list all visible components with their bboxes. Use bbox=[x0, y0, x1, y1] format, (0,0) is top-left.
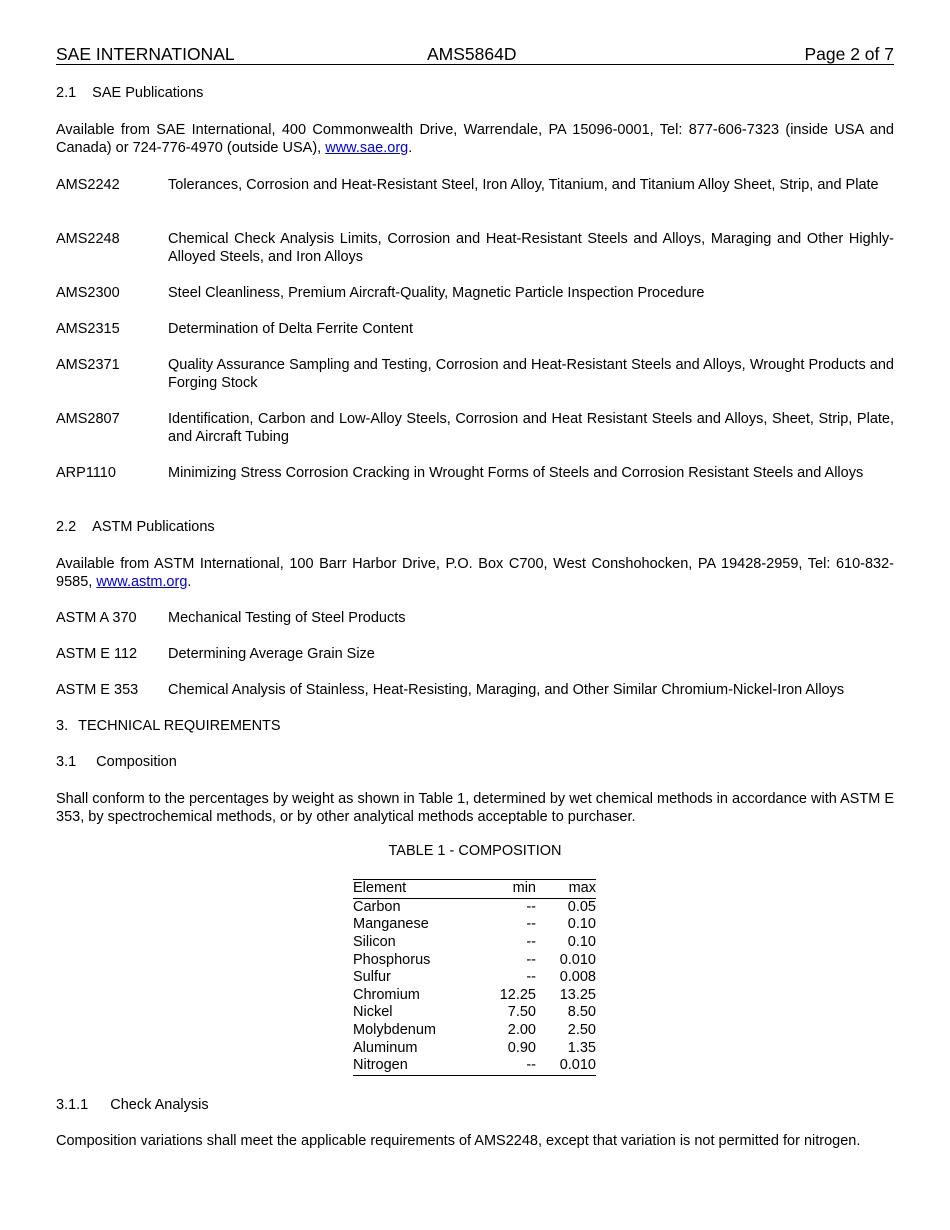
section-title: SAE Publications bbox=[92, 85, 204, 101]
max-cell: 0.10 bbox=[567, 934, 596, 951]
min-cell: -- bbox=[526, 969, 536, 986]
reference-code: AMS2315 bbox=[56, 321, 120, 337]
reference-entry bbox=[56, 645, 894, 663]
element-cell: Carbon bbox=[353, 898, 401, 915]
element-cell: Phosphorus bbox=[353, 951, 431, 968]
reference-title: Tolerances, Corrosion and Heat-Resistant Steel, Iron Alloy, Titanium, and Titanium Alloy Sheet, Strip, and Plate bbox=[168, 177, 879, 193]
element-cell: Nickel bbox=[353, 1004, 393, 1021]
section-number: 3. bbox=[56, 718, 69, 734]
table-row bbox=[353, 1022, 596, 1040]
composition-paragraph: Shall conform to the percentages by weight as shown in Table 1, determined by wet chemical methods in accordance with ASTM E 353, by spectrochemical methods, or by other analytical methods acceptable to purchaser. bbox=[56, 791, 894, 825]
min-cell: -- bbox=[526, 898, 536, 915]
reference-entry bbox=[56, 284, 894, 302]
reference-code: AMS2371 bbox=[56, 357, 120, 373]
table-row bbox=[353, 934, 596, 952]
max-cell: 1.35 bbox=[567, 1039, 596, 1056]
max-cell: 0.008 bbox=[559, 969, 596, 986]
table-row bbox=[353, 951, 596, 969]
min-cell: 12.25 bbox=[499, 986, 536, 1003]
reference-code: ARP1110 bbox=[56, 465, 116, 481]
max-cell: 0.010 bbox=[536, 1057, 596, 1075]
section-number: 2.2 bbox=[56, 519, 77, 535]
sae-availability-end: . bbox=[408, 140, 413, 156]
element-cell: Chromium bbox=[353, 986, 420, 1003]
section-number: 3.1 bbox=[56, 754, 77, 770]
section-number: 3.1.1 bbox=[56, 1097, 89, 1113]
section-3-heading bbox=[56, 717, 894, 735]
reference-title: Quality Assurance Sampling and Testing, Corrosion and Heat-Resistant Steels and Alloys, Wrought Products and Forging Stock bbox=[168, 357, 894, 391]
reference-code: ASTM E 112 bbox=[56, 646, 138, 662]
reference-title: Mechanical Testing of Steel Products bbox=[168, 610, 406, 626]
reference-title: Chemical Check Analysis Limits, Corrosion and Heat-Resistant Steels and Alloys, Maraging and Other Highly-Alloyed Steels, and Iron Alloys bbox=[168, 231, 894, 265]
sae-availability-text: Available from SAE International, 400 Commonwealth Drive, Warrendale, PA 15096-0001, Tel: 877-606-7323 (inside USA and Canada) or 724-776-4970 (outside USA), bbox=[56, 122, 894, 156]
reference-code: ASTM A 370 bbox=[56, 610, 137, 626]
section-title: TECHNICAL REQUIREMENTS bbox=[78, 718, 281, 734]
reference-entry bbox=[56, 681, 894, 699]
table-title: TABLE 1 - COMPOSITION bbox=[388, 843, 562, 859]
reference-title: Determining Average Grain Size bbox=[168, 646, 375, 662]
reference-code: AMS2248 bbox=[56, 231, 120, 247]
reference-entry bbox=[56, 609, 894, 627]
reference-entry bbox=[56, 410, 894, 446]
reference-title: Chemical Analysis of Stainless, Heat-Resisting, Maraging, and Other Similar Chromium-Nickel-Iron Alloys bbox=[168, 682, 845, 698]
element-cell: Molybdenum bbox=[353, 1022, 437, 1039]
section-title: Composition bbox=[96, 754, 177, 770]
header-page-number: Page 2 of 7 bbox=[804, 44, 894, 64]
table-header-row bbox=[353, 880, 596, 899]
section-number: 2.1 bbox=[56, 85, 77, 101]
max-cell: 2.50 bbox=[567, 1022, 596, 1039]
reference-entry bbox=[56, 176, 894, 194]
page-header bbox=[56, 42, 894, 65]
table-row bbox=[353, 987, 596, 1005]
min-cell: 0.90 bbox=[507, 1039, 536, 1056]
section-title: Check Analysis bbox=[110, 1097, 209, 1113]
reference-entry bbox=[56, 230, 894, 266]
reference-code: AMS2807 bbox=[56, 411, 120, 427]
astm-availability-paragraph bbox=[56, 555, 894, 591]
reference-title: Identification, Carbon and Low-Alloy Steels, Corrosion and Heat Resistant Steels and Alloys, Sheet, Strip, Plate, and Aircraft Tubing bbox=[168, 411, 894, 445]
max-cell: 0.10 bbox=[567, 916, 596, 933]
section-2-1-heading bbox=[56, 84, 894, 102]
table-row bbox=[353, 1057, 596, 1075]
table-row bbox=[353, 916, 596, 934]
max-cell: 0.010 bbox=[559, 951, 596, 968]
sae-availability-paragraph bbox=[56, 121, 894, 157]
check-analysis-paragraph: Composition variations shall meet the applicable requirements of AMS2248, except that variation is not permitted for nitrogen. bbox=[56, 1133, 861, 1149]
table-row bbox=[353, 1039, 596, 1057]
min-cell: 2.00 bbox=[507, 1022, 536, 1039]
reference-title: Steel Cleanliness, Premium Aircraft-Quality, Magnetic Particle Inspection Procedure bbox=[168, 285, 705, 301]
min-cell: -- bbox=[486, 1057, 536, 1075]
section-3-1-heading bbox=[56, 753, 894, 771]
min-cell: -- bbox=[526, 934, 536, 951]
element-cell: Manganese bbox=[353, 916, 429, 933]
element-cell: Nitrogen bbox=[353, 1057, 486, 1075]
max-cell: 13.25 bbox=[559, 986, 596, 1003]
reference-title: Minimizing Stress Corrosion Cracking in Wrought Forms of Steels and Corrosion Resistant Steels and Alloys bbox=[168, 465, 864, 481]
astm-availability-end: . bbox=[187, 574, 192, 590]
composition-table bbox=[353, 879, 596, 1076]
reference-code: ASTM E 353 bbox=[56, 682, 139, 698]
min-cell: -- bbox=[526, 951, 536, 968]
sae-website-link[interactable]: www.sae.org bbox=[325, 140, 409, 156]
section-title: ASTM Publications bbox=[92, 519, 215, 535]
column-header-min: min bbox=[486, 880, 536, 899]
reference-code: AMS2300 bbox=[56, 285, 120, 301]
astm-website-link[interactable]: www.astm.org bbox=[96, 574, 188, 590]
reference-entry bbox=[56, 320, 894, 338]
reference-title: Determination of Delta Ferrite Content bbox=[168, 321, 413, 337]
table-row bbox=[353, 1004, 596, 1022]
table-row bbox=[353, 898, 596, 916]
astm-availability-text: Available from ASTM International, 100 Barr Harbor Drive, P.O. Box C700, West Conshohocken, PA 19428-2959, Tel: 610-832-9585, bbox=[56, 556, 894, 590]
header-document-number: AMS5864D bbox=[427, 44, 517, 64]
reference-entry bbox=[56, 356, 894, 392]
max-cell: 0.05 bbox=[567, 898, 596, 915]
header-organization: SAE INTERNATIONAL bbox=[56, 44, 235, 64]
column-header-max: max bbox=[536, 880, 596, 899]
element-cell: Aluminum bbox=[353, 1039, 418, 1056]
max-cell: 8.50 bbox=[567, 1004, 596, 1021]
table-row bbox=[353, 969, 596, 987]
reference-entry bbox=[56, 464, 894, 482]
column-header-element: Element bbox=[353, 880, 486, 899]
reference-code: AMS2242 bbox=[56, 177, 120, 193]
section-2-2-heading bbox=[56, 518, 894, 536]
element-cell: Silicon bbox=[353, 934, 396, 951]
min-cell: -- bbox=[526, 916, 536, 933]
element-cell: Sulfur bbox=[353, 969, 391, 986]
min-cell: 7.50 bbox=[507, 1004, 536, 1021]
section-3-1-1-heading bbox=[56, 1096, 894, 1114]
